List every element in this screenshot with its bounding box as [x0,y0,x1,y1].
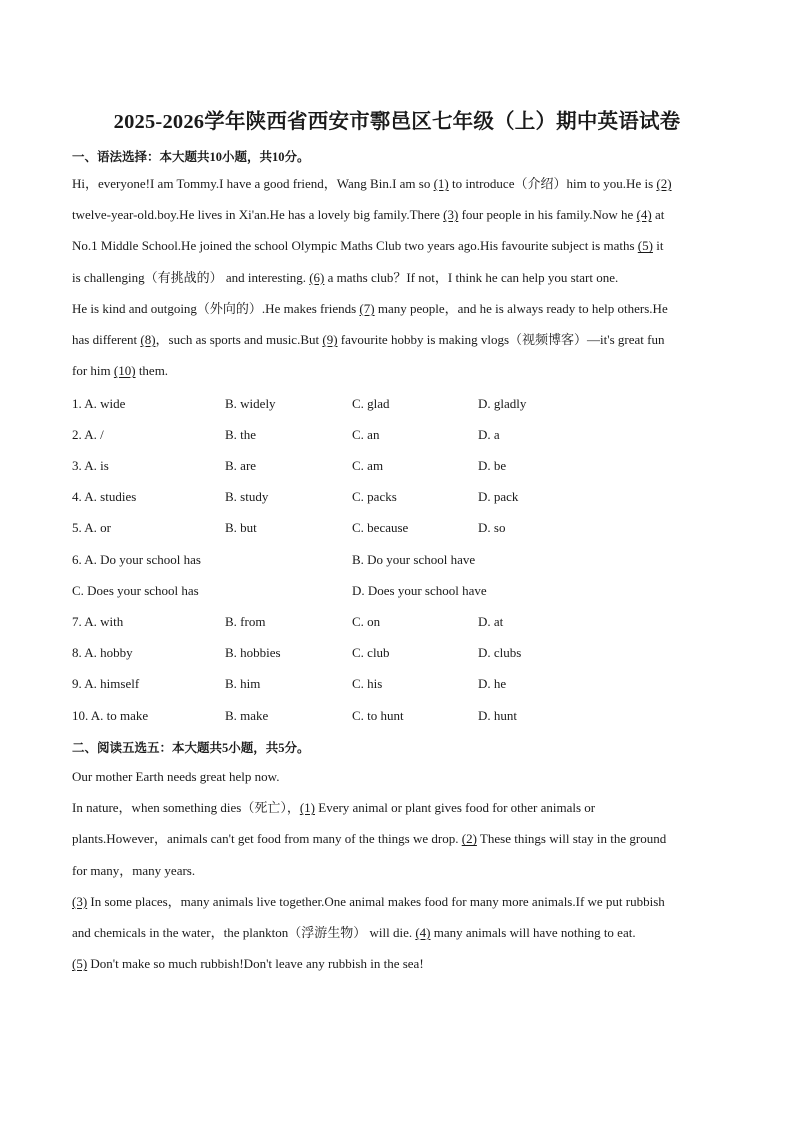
option-row [72,645,722,661]
blank-number: (1) [433,176,449,191]
passage-text: four people in his family.Now he [458,207,637,223]
option-choice: 5. A. or [72,520,111,536]
option-choice: D. be [478,457,507,473]
passage-text: ，such as sports and music.But [155,332,323,347]
option-choice: C. to hunt [352,707,404,723]
blank-number: (4) [415,925,431,940]
option-choice: B. hobbies [225,645,281,661]
passage-text: Every animal or plant gives food for other animals or [315,800,596,816]
section-1-passage-line [72,176,672,192]
option-choice: 9. A. himself [72,676,140,692]
section-1-passage-line [72,207,664,223]
option-choice: D. at [478,613,504,629]
passage-text: These things will stay in the ground [476,831,667,847]
option-choice: D. clubs [478,645,522,661]
section-2-passage-line [72,863,195,879]
passage-text: In nature，when something dies（死亡）， [72,800,300,816]
passage-text: plants.However，animals can't get food from many of the things we drop. [72,831,462,847]
section-2-passage-line [72,831,666,847]
section-1-passage-line [72,238,663,254]
option-row [72,583,722,599]
blank-number: (5) [72,956,88,972]
option-choice: B. make [225,707,269,723]
blank-number: (3) [72,893,88,909]
blank-number: (8) [140,332,156,347]
passage-text: has different [72,332,141,347]
option-choice: C. his [352,676,383,692]
section-1-passage-line [72,301,668,317]
option-choice: 2. A. / [72,426,104,442]
blank-number: (6) [309,269,325,285]
section-1-heading: 一、语法选择：本大题共10小题，共10分。 [72,150,310,164]
option-choice: C. glad [352,395,390,411]
option-row [72,676,722,692]
option-choice: B. him [225,676,261,692]
passage-text: and chemicals in the water，the plankton（浮游生物） will die. [72,925,416,940]
passage-text: many animals will have nothing to eat. [430,925,636,940]
option-row [72,458,722,474]
option-choice: D. a [478,426,500,442]
passage-text: to introduce（介绍）him to you.He is [448,176,657,191]
section-2-passage-line [72,769,279,785]
option-choice: C. am [352,457,384,473]
blank-number: (2) [656,176,672,191]
blank-number: (7) [359,300,375,316]
option-choice: C. because [352,520,409,536]
section-1-passage-line [72,270,618,286]
option-choice: D. gladly [478,395,527,411]
option-row [72,614,722,630]
passage-text: No.1 Middle School.He joined the school Olympic Maths Club two years ago.His favourite subject is maths [72,238,638,254]
section-2-heading: 二、阅读五选五：本大题共5小题，共5分。 [72,741,310,755]
option-choice: 4. A. studies [72,489,137,505]
section-2-passage-line [72,894,665,910]
passage-text: many people，and he is always ready to help others.He [374,300,668,316]
passage-text: Our mother Earth needs great help now. [72,769,280,784]
passage-text: for him [72,363,114,379]
passage-text: at [651,207,665,223]
option-choice: 3. A. is [72,457,109,473]
passage-text: it [652,238,664,254]
option-row [72,427,722,443]
option-choice: B. from [225,613,266,629]
passage-text: He is kind and outgoing（外向的）.He makes friends [72,300,360,316]
option-choice: D. hunt [478,707,517,723]
option-row [72,708,722,724]
option-choice: C. packs [352,489,397,505]
option-row [72,520,722,536]
passage-text: favourite hobby is making vlogs（视频博客）—it's great fun [337,332,665,347]
option-choice: 8. A. hobby [72,645,133,661]
blank-number: (3) [443,207,459,223]
passage-text: is challenging（有挑战的） and interesting. [72,269,310,285]
option-choice: D. Does your school have [352,582,487,598]
passage-text: for many，many years. [72,862,196,878]
passage-text: a maths club？If not，I think he can help you start one. [324,269,619,285]
passage-text: In some places，many animals live together.One animal makes food for many more animals.If we put rubbish [87,893,665,909]
option-choice: 10. A. to make [72,707,149,723]
section-2-passage-line [72,800,595,816]
blank-number: (4) [636,207,652,223]
blank-number: (9) [322,332,338,347]
passage-text: Hi，everyone!I am Tommy.I have a good friend，Wang Bin.I am so [72,176,434,191]
option-choice: B. widely [225,395,276,411]
option-choice: D. pack [478,489,519,505]
option-choice: B. are [225,457,257,473]
option-row [72,552,722,568]
option-choice: C. an [352,426,380,442]
blank-number: (1) [299,800,315,816]
blank-number: (5) [637,238,653,254]
blank-number: (10) [113,363,136,379]
option-choice: 7. A. with [72,613,124,629]
option-choice: C. on [352,613,381,629]
option-row [72,489,722,505]
section-2-passage-line [72,956,424,972]
section-2-passage-line [72,925,636,941]
option-choice: 6. A. Do your school has [72,551,201,567]
option-choice: B. the [225,426,257,442]
passage-text: twelve-year-old.boy.He lives in Xi'an.He has a lovely big family.There [72,207,444,223]
option-choice: C. Does your school has [72,582,199,598]
passage-text: them. [135,363,169,379]
option-row [72,396,722,412]
option-choice: 1. A. wide [72,395,126,411]
option-choice: D. he [478,676,507,692]
option-choice: D. so [478,520,506,536]
section-1-passage-line [72,363,168,379]
option-choice: B. Do your school have [352,551,476,567]
option-choice: B. study [225,489,269,505]
blank-number: (2) [461,831,477,847]
page-title: 2025-2026学年陕西省西安市鄠邑区七年级（上）期中英语试卷 [113,111,681,133]
section-1-passage-line [72,332,664,348]
passage-text: Don't make so much rubbish!Don't leave any rubbish in the sea! [87,956,424,972]
option-choice: B. but [225,520,257,536]
option-choice: C. club [352,645,390,661]
